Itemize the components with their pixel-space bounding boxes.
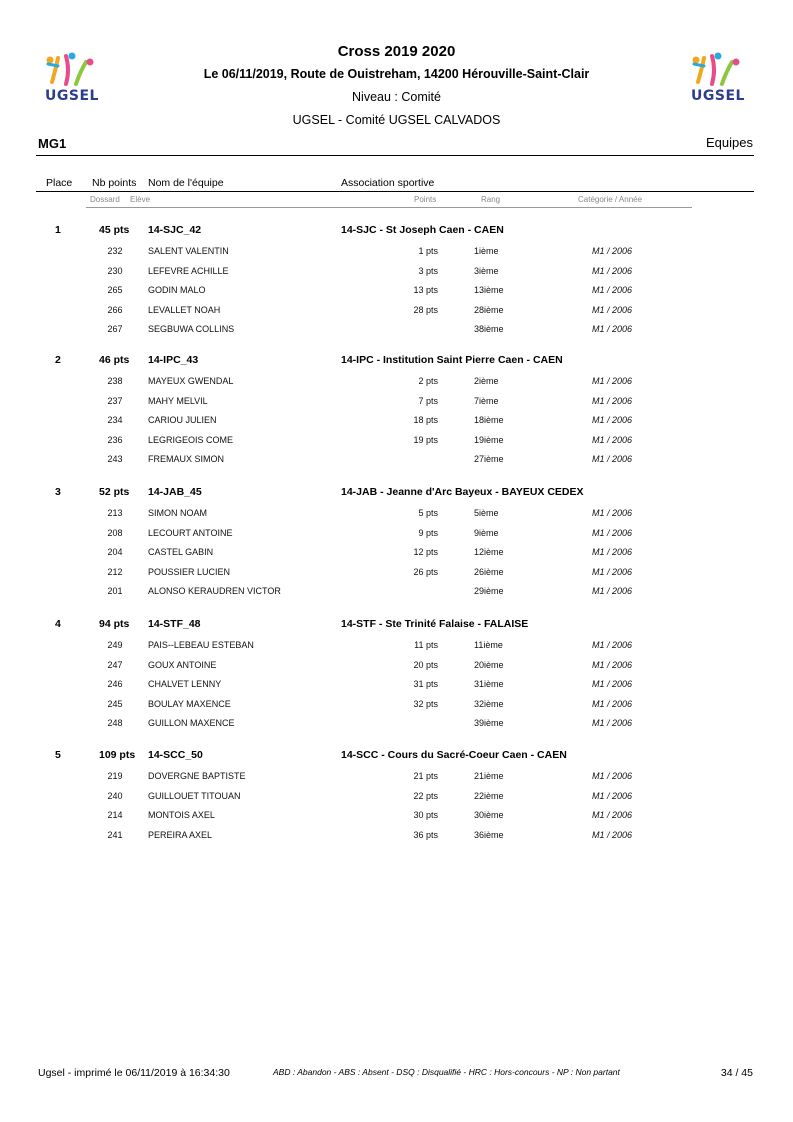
team-row <box>0 618 793 638</box>
member-dossard: 201 <box>107 586 123 596</box>
member-category: M1 / 2006 <box>592 434 633 445</box>
subcol-rang: Rang <box>481 195 501 204</box>
team-row <box>0 749 793 769</box>
footer-printed: Ugsel - imprimé le 06/11/2019 à 16:34:30 <box>38 1067 230 1079</box>
member-name: MONTOIS AXEL <box>148 810 215 820</box>
team-association: 14-SCC - Cours du Sacré-Coeur Caen - CAEN <box>341 749 567 761</box>
member-rank: 28ième <box>474 304 504 315</box>
member-name: LEVALLET NOAH <box>148 304 221 315</box>
member-rank: 30ième <box>474 810 504 820</box>
member-category: M1 / 2006 <box>592 547 633 557</box>
member-row <box>0 528 793 548</box>
member-rank: 39ième <box>474 718 504 728</box>
member-category: M1 / 2006 <box>592 640 633 650</box>
member-row <box>0 679 793 699</box>
event-organizer: UGSEL - Comité UGSEL CALVADOS <box>292 113 501 127</box>
member-dossard: 249 <box>107 640 123 650</box>
member-category: M1 / 2006 <box>592 790 633 801</box>
member-category: M1 / 2006 <box>592 586 633 596</box>
member-row <box>0 285 793 305</box>
member-category: M1 / 2006 <box>592 698 633 709</box>
member-points: 31 pts <box>413 679 438 689</box>
member-points: 19 pts <box>413 434 438 445</box>
member-dossard: 237 <box>107 395 123 406</box>
team-points: 94 pts <box>99 618 130 630</box>
member-rank: 7ième <box>474 395 499 406</box>
member-points: 22 pts <box>413 790 438 801</box>
member-dossard: 240 <box>107 790 123 801</box>
member-name: PEREIRA AXEL <box>148 829 213 840</box>
member-dossard: 214 <box>107 810 123 820</box>
member-rank: 3ième <box>474 265 499 276</box>
member-row <box>0 718 793 738</box>
member-category: M1 / 2006 <box>592 304 633 315</box>
member-category: M1 / 2006 <box>592 810 633 820</box>
member-dossard: 265 <box>107 285 123 295</box>
member-category: M1 / 2006 <box>592 285 633 295</box>
member-row <box>0 376 793 396</box>
member-name: CHALVET LENNY <box>148 679 222 689</box>
member-category: M1 / 2006 <box>592 659 633 670</box>
member-dossard: 212 <box>107 566 123 577</box>
member-dossard: 247 <box>107 659 123 670</box>
member-row <box>0 547 793 567</box>
member-name: LEFEVRE ACHILLE <box>148 265 229 276</box>
member-rank: 20ième <box>474 659 504 670</box>
member-dossard: 213 <box>107 508 123 518</box>
team-row <box>0 486 793 506</box>
member-name: GODIN MALO <box>148 285 206 295</box>
team-name: 14-STF_48 <box>148 618 201 630</box>
member-rank: 31ième <box>474 679 504 689</box>
member-row <box>0 324 793 344</box>
team-place: 4 <box>55 618 61 630</box>
member-rank: 29ième <box>474 586 504 596</box>
member-name: PAIS--LEBEAU ESTEBAN <box>148 640 254 650</box>
member-name: DOVERGNE BAPTISTE <box>148 771 246 781</box>
member-row <box>0 830 793 850</box>
member-category: M1 / 2006 <box>592 454 633 464</box>
member-row <box>0 699 793 719</box>
member-name: FREMAUX SIMON <box>148 454 225 464</box>
member-points: 30 pts <box>413 810 438 820</box>
team-row <box>0 354 793 374</box>
team-place: 3 <box>55 486 61 498</box>
member-rank: 19ième <box>474 434 504 445</box>
member-points: 5 pts <box>418 508 438 518</box>
member-row <box>0 435 793 455</box>
member-name: SEGBUWA COLLINS <box>148 324 235 334</box>
member-rank: 38ième <box>474 324 504 334</box>
team-place: 5 <box>55 749 61 761</box>
member-dossard: 236 <box>107 434 123 445</box>
col-team: Nom de l'équipe <box>148 177 224 189</box>
ugsel-logo-text: UGSEL <box>45 88 99 104</box>
member-rank: 27ième <box>474 454 504 464</box>
member-rank: 32ième <box>474 698 504 709</box>
member-points: 28 pts <box>413 304 438 315</box>
member-points: 21 pts <box>413 771 438 781</box>
member-rank: 26ième <box>474 566 504 577</box>
member-points: 9 pts <box>418 527 438 538</box>
member-points: 7 pts <box>418 395 438 406</box>
member-dossard: 266 <box>107 304 123 315</box>
member-category: M1 / 2006 <box>592 246 633 256</box>
member-category: M1 / 2006 <box>592 508 633 518</box>
team-association: 14-JAB - Jeanne d'Arc Bayeux - BAYEUX CEDEX <box>341 486 584 498</box>
member-row <box>0 454 793 474</box>
member-dossard: 243 <box>107 454 123 464</box>
member-dossard: 232 <box>107 246 123 256</box>
footer-page-number: 34 / 45 <box>720 1067 753 1079</box>
member-dossard: 204 <box>107 547 123 557</box>
member-row <box>0 810 793 830</box>
team-points: 45 pts <box>99 224 130 236</box>
footer-legend: ABD : Abandon - ABS : Absent - DSQ : Disqualifié - HRC : Hors-concours - NP : Non partant <box>273 1067 620 1077</box>
member-category: M1 / 2006 <box>592 324 633 334</box>
member-dossard: 230 <box>107 265 123 276</box>
header-divider <box>36 155 754 156</box>
member-rank: 22ième <box>474 790 504 801</box>
member-rank: 2ième <box>474 376 499 386</box>
member-dossard: 208 <box>107 527 123 538</box>
subcol-categorie: Catégorie / Année <box>578 195 643 204</box>
member-row <box>0 660 793 680</box>
col-association: Association sportive <box>341 177 435 189</box>
team-name: 14-SJC_42 <box>148 224 202 236</box>
member-dossard: 246 <box>107 679 123 689</box>
member-rank: 1ième <box>474 246 499 256</box>
member-points: 12 pts <box>413 547 438 557</box>
member-name: BOULAY MAXENCE <box>148 698 231 709</box>
member-name: GUILLOUET TITOUAN <box>148 790 241 801</box>
member-row <box>0 586 793 606</box>
category-label: MG1 <box>38 136 67 151</box>
member-row <box>0 640 793 660</box>
member-dossard: 238 <box>107 376 123 386</box>
team-place: 2 <box>55 354 61 366</box>
member-points: 36 pts <box>413 829 438 840</box>
team-name: 14-SCC_50 <box>148 749 203 761</box>
member-rank: 21ième <box>474 771 504 781</box>
member-dossard: 245 <box>107 698 123 709</box>
member-points: 20 pts <box>413 659 438 670</box>
member-row <box>0 415 793 435</box>
member-points: 1 pts <box>418 246 438 256</box>
member-points: 18 pts <box>413 415 438 425</box>
team-association: 14-STF - Ste Trinité Falaise - FALAISE <box>341 618 529 630</box>
member-dossard: 219 <box>107 771 123 781</box>
member-points: 32 pts <box>413 698 438 709</box>
member-category: M1 / 2006 <box>592 415 633 425</box>
col-points: Nb points <box>92 177 137 189</box>
member-category: M1 / 2006 <box>592 566 633 577</box>
member-rank: 12ième <box>474 547 504 557</box>
subcolumns-divider <box>86 207 692 208</box>
member-row <box>0 305 793 325</box>
member-name: LECOURT ANTOINE <box>148 527 233 538</box>
member-category: M1 / 2006 <box>592 527 633 538</box>
member-rank: 36ième <box>474 829 504 840</box>
member-name: POUSSIER LUCIEN <box>148 566 231 577</box>
event-subtitle: Le 06/11/2019, Route de Ouistreham, 14200 Hérouville-Saint-Clair <box>203 67 590 81</box>
member-dossard: 234 <box>107 415 123 425</box>
member-row <box>0 771 793 791</box>
member-rank: 9ième <box>474 527 499 538</box>
member-rank: 11ième <box>474 640 503 650</box>
member-name: GOUX ANTOINE <box>148 659 217 670</box>
member-name: SALENT VALENTIN <box>148 246 229 256</box>
subcol-points: Points <box>414 195 437 204</box>
subcol-eleve: Elève <box>130 195 151 204</box>
member-row <box>0 567 793 587</box>
member-category: M1 / 2006 <box>592 679 633 689</box>
team-association: 14-IPC - Institution Saint Pierre Caen - CAEN <box>341 354 563 366</box>
member-points: 3 pts <box>418 265 438 276</box>
member-rank: 18ième <box>474 415 504 425</box>
subcol-dossard: Dossard <box>90 195 120 204</box>
page-title: Cross 2019 2020 <box>337 43 456 60</box>
member-name: SIMON NOAM <box>148 508 208 518</box>
member-dossard: 248 <box>107 718 123 728</box>
member-category: M1 / 2006 <box>592 771 633 781</box>
member-row <box>0 266 793 286</box>
member-category: M1 / 2006 <box>592 829 633 840</box>
member-name: LEGRIGEOIS COME <box>148 434 234 445</box>
member-points: 11 pts <box>414 640 438 650</box>
team-points: 109 pts <box>99 749 136 761</box>
member-name: CARIOU JULIEN <box>148 415 217 425</box>
member-rank: 5ième <box>474 508 499 518</box>
section-label: Equipes <box>706 135 753 150</box>
team-place: 1 <box>55 224 61 236</box>
member-points: 2 pts <box>418 376 438 386</box>
member-category: M1 / 2006 <box>592 265 633 276</box>
ugsel-logo-text: UGSEL <box>691 88 745 104</box>
team-name: 14-IPC_43 <box>148 354 199 366</box>
columns-divider <box>36 191 754 192</box>
member-category: M1 / 2006 <box>592 395 633 406</box>
member-row <box>0 791 793 811</box>
member-row <box>0 396 793 416</box>
col-place: Place <box>46 177 73 189</box>
member-dossard: 241 <box>107 829 123 840</box>
member-rank: 13ième <box>474 285 504 295</box>
team-row <box>0 224 793 244</box>
member-dossard: 267 <box>107 324 123 334</box>
team-points: 52 pts <box>99 486 130 498</box>
team-name: 14-JAB_45 <box>148 486 202 498</box>
member-points: 26 pts <box>413 566 438 577</box>
member-name: ALONSO KERAUDREN VICTOR <box>148 586 281 596</box>
member-name: GUILLON MAXENCE <box>148 718 235 728</box>
event-level: Niveau : Comité <box>352 90 441 104</box>
member-category: M1 / 2006 <box>592 718 633 728</box>
team-points: 46 pts <box>99 354 130 366</box>
member-name: MAHY MELVIL <box>148 395 208 406</box>
member-row <box>0 246 793 266</box>
member-category: M1 / 2006 <box>592 376 633 386</box>
member-points: 13 pts <box>413 285 438 295</box>
member-name: CASTEL GABIN <box>148 547 214 557</box>
team-association: 14-SJC - St Joseph Caen - CAEN <box>341 224 504 236</box>
member-row <box>0 508 793 528</box>
member-name: MAYEUX GWENDAL <box>148 376 234 386</box>
